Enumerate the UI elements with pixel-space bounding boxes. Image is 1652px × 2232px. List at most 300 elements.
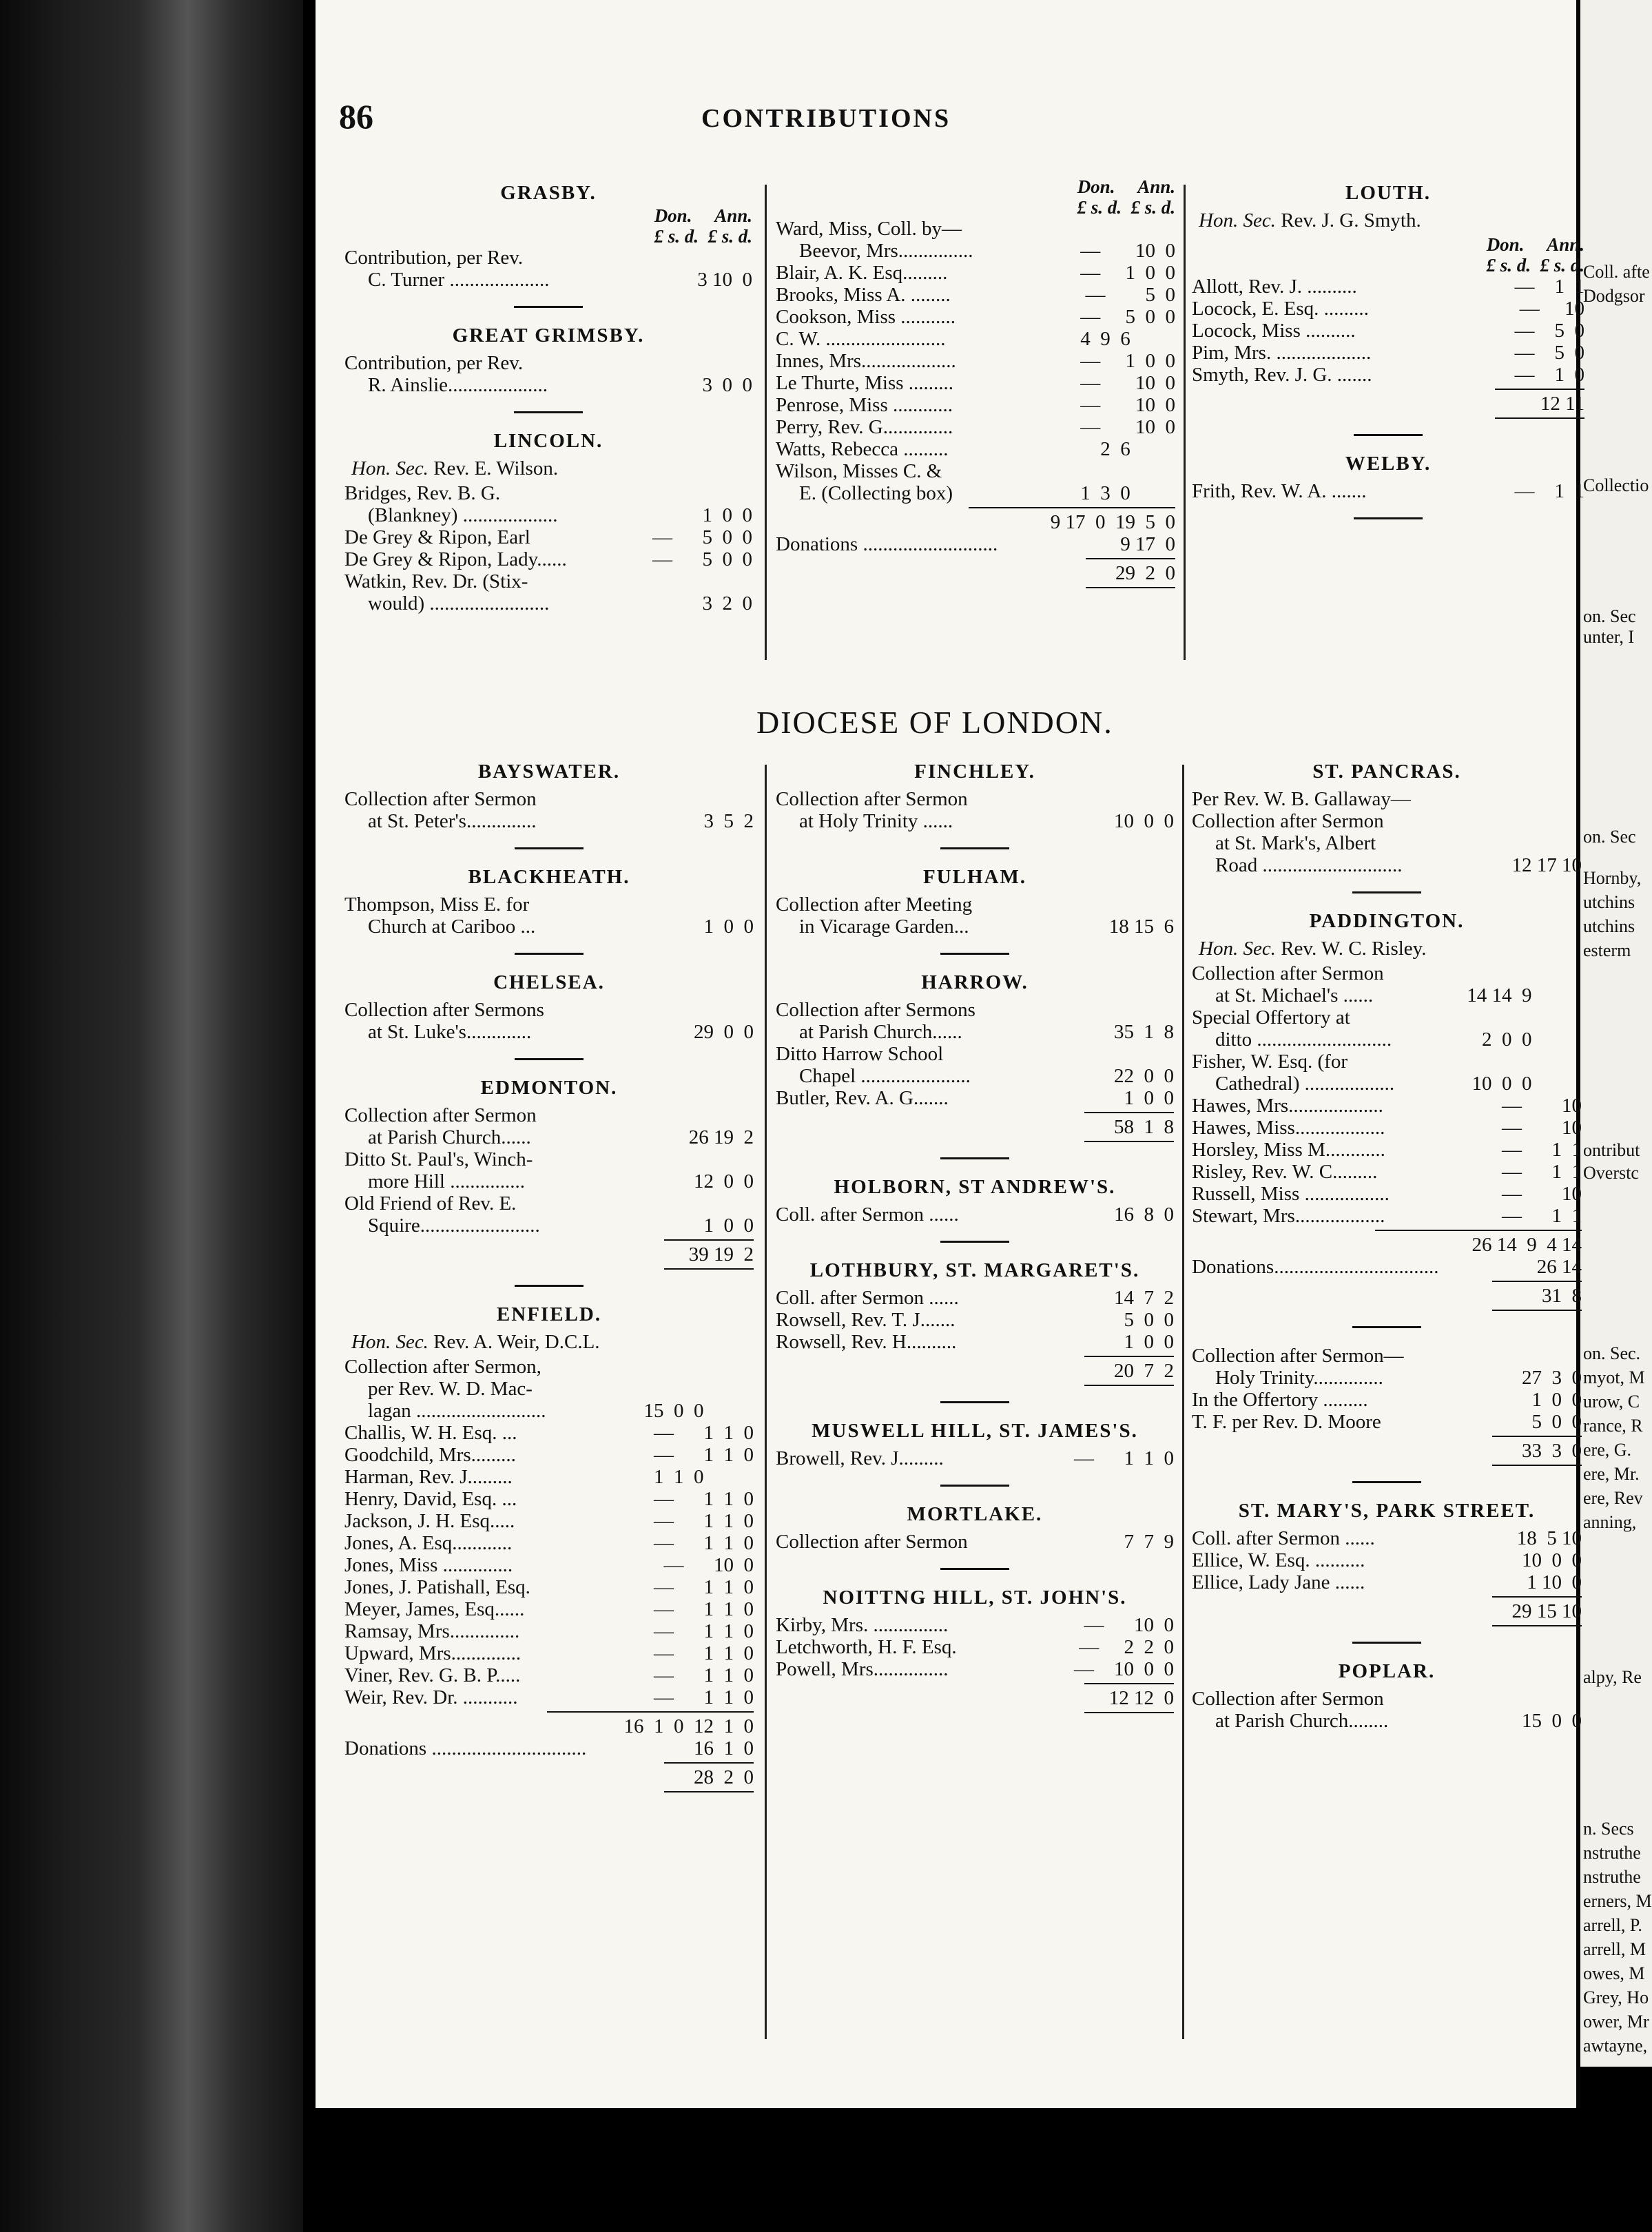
entry-label: Risley, Rev. W. C......... [1192,1161,1378,1183]
entry-label: Collection after Sermon [1192,1688,1384,1710]
section-title: GRASBY. [500,182,597,204]
entry-row [1192,276,1584,298]
entry-label: Upward, Mrs.............. [344,1642,522,1664]
entry-amount: — 1 1 0 [654,1488,754,1510]
document-page [316,0,1584,2108]
entry-row [776,284,1175,306]
entry-label: De Grey & Ripon, Earl [344,526,530,548]
hon-sec: Hon. Sec. Rev. E. Wilson. [351,457,559,479]
entries-st-marys [1192,1527,1582,1626]
entry-amount: — 10 0 [663,1554,754,1576]
fragment-text: arrell, M [1583,1939,1646,1959]
entry-amount: — 1 1 0 [654,1598,754,1620]
total-rule [1084,1141,1174,1142]
entry-amount: 1 10 0 [1527,1571,1582,1593]
entry-row [776,1658,1174,1680]
fragment-text: unter, I [1583,627,1635,647]
entry-amount: 2 6 [1100,438,1175,460]
entries-finchley [776,788,1174,832]
section-separator [515,953,584,955]
column-units: £ s. d. £ s. d. [654,226,752,247]
entry-amount: 14 14 9 [1467,984,1582,1006]
entries-lincoln [344,482,752,614]
entry-label: Collection after Sermon [344,1104,537,1126]
entry-label: Ellice, Lady Jane ...... [1192,1571,1365,1593]
section-separator [940,953,1009,955]
entry-amount: — 1 1 [1502,1139,1582,1161]
entry-label: Special Offertory at [1192,1006,1350,1029]
section-separator [1354,517,1423,519]
entry-row [776,262,1175,284]
entry-label: Le Thurte, Miss ......... [776,372,954,394]
entry-row [776,306,1175,328]
entry-row [344,1356,754,1378]
entry-row [344,893,754,916]
entry-row [344,1510,754,1532]
entry-label: Beevor, Mrs............... [799,240,973,262]
entry-label: Thompson, Miss E. for [344,893,530,916]
entries-blackheath [344,893,754,938]
column-headings: Don. Ann. [1486,234,1584,255]
entry-label: at St. Michael's ...... [1215,984,1374,1006]
entry-label: would) ........................ [368,592,550,614]
entry-amount: 10 0 0 [1472,1073,1582,1095]
entry-row [776,1331,1174,1353]
hon-sec: Hon. Sec. Rev. J. G. Smyth. [1199,209,1421,231]
fragment-text: Coll. afte [1583,262,1650,282]
entry-label: Collection after Sermon [776,1531,968,1553]
entry-label: Collection after Meeting [776,893,973,916]
entry-row [776,916,1174,938]
entry-row [344,592,752,614]
section-separator [515,847,584,849]
fragment-text: ere, Mr. [1583,1464,1640,1484]
entry-row [776,788,1174,810]
entry-label: Coll. after Sermon ...... [1192,1527,1375,1549]
column-london-2 [776,751,1174,1716]
column-top-middle [776,176,1175,591]
entry-row [344,1192,754,1215]
entry-label: at St. Mark's, Albert [1215,832,1376,854]
entry-label: at Parish Church...... [799,1021,962,1043]
column-rule [765,765,767,2039]
hon-sec: Hon. Sec. Rev. A. Weir, D.C.L. [351,1331,600,1353]
entries-holy-trinity [1192,1345,1582,1466]
entry-label: Contribution, per Rev. [344,247,524,269]
entry-amount: — 1 1 [1514,480,1584,502]
entry-amount: — 10 0 [1080,394,1175,416]
entry-label: C. W. ........................ [776,328,946,350]
entries-mortlake [776,1531,1174,1553]
entry-label: Rowsell, Rev. T. J....... [776,1309,956,1331]
entries-paddington [1192,962,1582,1311]
entry-row [1192,480,1584,502]
entry-amount: — 5 0 [1085,284,1175,306]
entry-amount: 26 14 [1536,1256,1582,1278]
entries-holborn [776,1203,1174,1226]
scan-margin [303,2108,1584,2232]
entry-label: Ditto Harrow School [776,1043,944,1065]
total-rule [664,1791,754,1792]
entry-row [1192,788,1582,810]
entry-amount: — 5 0 0 [652,548,752,570]
fragment-text: Grey, Ho [1583,1987,1649,2007]
entry-row [344,1532,754,1554]
entry-label: at Parish Church...... [368,1126,531,1148]
fragment-text: arrell, P. [1583,1915,1642,1935]
entry-row [776,394,1175,416]
section-separator [940,1401,1009,1403]
entry-label: Pim, Mrs. ................... [1192,342,1372,364]
entry-label: Stewart, Mrs.................. [1192,1205,1385,1227]
entry-row [776,1636,1174,1658]
fragment-text: n. Secs [1583,1819,1634,1839]
entry-amount: 18 5 10 [1516,1527,1582,1549]
entries-harrow [776,999,1174,1142]
entry-amount: 16 8 0 [1114,1203,1174,1226]
entry-amount: — 1 1 0 [654,1444,754,1466]
entry-label: Allott, Rev. J. .......... [1192,276,1357,298]
entry-row [1192,984,1582,1006]
column-london-3 [1192,751,1582,1732]
entry-label: (Blankney) ................... [368,504,558,526]
total-rule [1086,558,1175,559]
section-total: 20 7 2 [1114,1360,1174,1382]
total-rule [1492,1625,1582,1626]
fragment-text: awtayne, [1583,2036,1648,2056]
column-top-left [344,172,752,614]
section-separator [1352,891,1421,893]
entry-label: Hawes, Miss.................. [1192,1117,1385,1139]
fragment-text: esterm [1583,940,1631,960]
entry-label: Penrose, Miss ............ [776,394,953,416]
entry-row [776,218,1175,240]
section-separator [515,1058,584,1060]
entry-label: Collection after Sermon [1192,962,1384,984]
entry-amount: — 1 1 0 [654,1576,754,1598]
entry-amount: 7 7 9 [1124,1531,1174,1553]
entry-amount: — 5 0 0 [1080,306,1175,328]
entry-row [776,1065,1174,1087]
fragment-text: Hornby, [1583,868,1642,888]
section-title: HARROW. [921,971,1029,993]
fragment-text: Dodgsor [1583,286,1645,306]
entry-row [776,372,1175,394]
section-title: LINCOLN. [493,430,603,452]
total-rule [1084,1356,1174,1357]
entry-row [776,1287,1174,1309]
entry-row [344,810,754,832]
entry-amount: 3 2 0 [702,592,752,614]
fragment-text: Collectio [1583,475,1649,495]
entry-label: lagan .......................... [368,1400,546,1422]
entries-welby [1192,480,1584,502]
entry-row [1192,342,1584,364]
entry-row [344,526,752,548]
total-rule [1495,389,1584,390]
subtotal: 16 1 0 12 1 0 [623,1715,754,1737]
fragment-text: rance, R [1583,1416,1643,1436]
entry-amount: — 1 1 0 [654,1642,754,1664]
entry-amount: 5 0 0 [1531,1411,1582,1433]
entry-row [344,482,752,504]
entry-row [1192,1095,1582,1117]
entry-row [344,788,754,810]
entry-amount: — 1 1 0 [654,1422,754,1444]
section-title: FINCHLEY. [914,761,1035,783]
entries-louth [1192,276,1584,419]
section-total: 39 19 2 [688,1243,754,1265]
entry-label: Jones, Miss .............. [344,1554,513,1576]
entry-label: Donations ............................... [344,1737,587,1759]
total-rule [1084,1385,1174,1386]
subtotal: 26 14 9 4 14 [1472,1234,1582,1256]
fragment-text: erners, M [1583,1891,1652,1911]
entry-amount: — 10 0 [1080,240,1175,262]
section-separator [1352,1326,1421,1328]
entry-amount: 15 0 0 [643,1400,754,1422]
entry-amount: — 10 [1502,1117,1582,1139]
entry-row [344,269,752,291]
entry-amount: 1 1 0 [654,1466,754,1488]
entry-row [344,999,754,1021]
section-title: LOUTH. [1345,182,1431,204]
entries-enfield [344,1356,754,1792]
column-top-right [1192,172,1584,536]
section-separator [940,847,1009,849]
entry-label: Russell, Miss ................. [1192,1183,1390,1205]
entry-amount: 10 0 0 [1522,1549,1582,1571]
entry-row [776,482,1175,504]
gutter [303,0,316,2232]
entry-row [1192,1139,1582,1161]
entry-amount: — 1 1 0 [654,1532,754,1554]
section-title: MUSWELL HILL, ST. JAMES'S. [812,1420,1138,1442]
entry-amount: — 1 1 0 [1074,1447,1174,1469]
entry-amount: 10 0 0 [1114,810,1174,832]
entry-row [1192,1571,1582,1593]
entry-amount: — 10 0 [1084,1614,1174,1636]
entries-chelsea [344,999,754,1043]
entries-muswell [776,1447,1174,1469]
entry-label: Locock, E. Esq. ......... [1192,298,1369,320]
entry-row [776,893,1174,916]
total-rule [664,1239,754,1241]
entry-label: Locock, Miss .......... [1192,320,1356,342]
section-total: 12 11 [1540,393,1584,415]
section-total: 33 3 0 [1522,1440,1582,1462]
total-rule [1495,417,1584,419]
entry-label: Innes, Mrs................... [776,350,956,372]
entry-amount: 14 7 2 [1114,1287,1174,1309]
entry-amount: 3 0 0 [702,374,752,396]
entries-grasby [344,247,752,291]
entry-label: E. (Collecting box) [799,482,953,504]
section-total: 12 12 0 [1108,1687,1174,1709]
entry-row [776,999,1174,1021]
entry-amount: — 10 [1502,1095,1582,1117]
entry-row [344,916,754,938]
entries-edmonton [344,1104,754,1270]
entry-amount: 4 9 6 [1080,328,1175,350]
entry-label: R. Ainslie.................... [368,374,548,396]
entry-row [344,570,752,592]
entry-amount: 16 1 0 [694,1737,754,1759]
entry-label: Wilson, Misses C. & [776,460,942,482]
fragment-text: utchins [1583,892,1635,912]
entry-amount: — 5 0 [1514,342,1584,364]
entries-st-pancras [1192,788,1582,876]
entry-label: at Parish Church........ [1215,1710,1389,1732]
entry-amount: 26 19 2 [688,1126,754,1148]
entry-amount: — 10 [1519,298,1584,320]
fragment-text: alpy, Re [1583,1667,1642,1687]
entry-label: Squire........................ [368,1215,540,1237]
entry-row [1192,1710,1582,1732]
entry-row [344,1664,754,1686]
fragment-text: ere, Rev [1583,1488,1643,1508]
entry-amount: 29 0 0 [694,1021,754,1043]
fragment-text: nstruthe [1583,1843,1641,1863]
entry-row [344,247,752,269]
entry-amount: — 1 1 [1502,1161,1582,1183]
entry-row [344,352,752,374]
column-rule [1184,185,1186,660]
total-rule [1492,1465,1582,1466]
entry-label: T. F. per Rev. D. Moore [1192,1411,1381,1433]
entry-row [1192,1029,1582,1051]
entry-amount: 1 0 0 [1124,1331,1174,1353]
entry-row [776,416,1175,438]
entry-amount: 1 0 0 [703,916,754,938]
entry-amount: — 10 0 [1080,416,1175,438]
entries-poplar [1192,1688,1582,1732]
entry-row [344,1170,754,1192]
entry-label: Collection after Sermon— [1192,1345,1404,1367]
entry-amount: 3 5 2 [703,810,754,832]
section-title: HOLBORN, ST ANDREW'S. [834,1176,1116,1198]
entry-row [776,1087,1174,1109]
fragment-text: nstruthe [1583,1867,1641,1887]
entry-row [344,374,752,396]
entry-amount: 1 0 0 [703,1215,754,1237]
section-separator [940,1568,1009,1570]
entry-row [344,1215,754,1237]
section-title: LOTHBURY, ST. MARGARET'S. [809,1259,1140,1281]
entry-amount: 1 0 0 [1531,1389,1582,1411]
entry-label: Hawes, Mrs................... [1192,1095,1383,1117]
section-separator [514,411,583,413]
entry-label: Chapel ...................... [799,1065,971,1087]
entry-label: Kirby, Mrs. ............... [776,1614,949,1636]
entries-notting-hill [776,1614,1174,1713]
entry-amount: 9 17 0 [1120,533,1175,555]
entry-row [344,1554,754,1576]
entry-amount: 15 0 0 [1522,1710,1582,1732]
entry-row [344,1466,754,1488]
fragment-text: anning, [1583,1512,1637,1532]
section-title: GREAT GRIMSBY. [452,324,645,347]
column-units: £ s. d. £ s. d. [1077,197,1175,218]
entry-label: more Hill ............... [368,1170,525,1192]
entry-row [344,1686,754,1708]
entries-ward [776,218,1175,588]
entry-label: at Holy Trinity ...... [799,810,953,832]
entry-label: at St. Luke's............. [368,1021,532,1043]
entry-row [1192,1073,1582,1095]
entry-row [344,1126,754,1148]
total-rule [1086,587,1175,588]
entry-row [776,328,1175,350]
entry-label: Holy Trinity.............. [1215,1367,1383,1389]
section-separator [514,306,583,308]
entry-amount: — 1 1 [1502,1205,1582,1227]
section-title: PADDINGTON. [1309,910,1465,932]
entries-great-grimsby [344,352,752,396]
entry-label: Collection after Sermons [776,999,975,1021]
entry-amount: — 1 1 [1514,276,1584,298]
entries-lothbury [776,1287,1174,1386]
entry-label: Collection after Sermon [776,788,968,810]
entry-label: Jackson, J. H. Esq..... [344,1510,515,1532]
total-rule [1492,1281,1582,1282]
entry-label: Perry, Rev. G.............. [776,416,953,438]
entry-row [344,504,752,526]
entry-row [1192,962,1582,984]
entry-row [776,1043,1174,1065]
entry-label: Collection after Sermons [344,999,544,1021]
total-rule [547,1711,754,1713]
entry-row [1192,1367,1582,1389]
entry-label: In the Offertory ......... [1192,1389,1368,1411]
entry-label: Challis, W. H. Esq. ... [344,1422,517,1444]
entry-label: Coll. after Sermon ...... [776,1203,959,1226]
total-rule [1375,1230,1582,1231]
entry-amount: — 1 0 [1514,364,1584,386]
column-rule [1182,765,1184,2039]
entry-label: Cookson, Miss ........... [776,306,956,328]
entry-label: Per Rev. W. B. Gallaway— [1192,788,1411,810]
entry-row [1192,1205,1582,1227]
entry-row [344,1104,754,1126]
entry-amount: 1 3 0 [1080,482,1175,504]
entry-row [344,1642,754,1664]
fragment-text: on. Sec [1583,606,1636,626]
entry-row [344,1620,754,1642]
entry-row [344,1148,754,1170]
entry-amount: — 1 0 0 [1080,350,1175,372]
entry-row [344,1576,754,1598]
entries-fulham [776,893,1174,938]
entry-label: Old Friend of Rev. E. [344,1192,517,1215]
entry-label: Rowsell, Rev. H.......... [776,1331,957,1353]
section-title: ST. MARY'S, PARK STREET. [1238,1500,1536,1522]
entry-row [1192,1006,1582,1029]
entry-row [776,350,1175,372]
entry-label: Donations ........................... [776,533,998,555]
entry-row [776,1531,1174,1553]
entry-label: Coll. after Sermon ...... [776,1287,959,1309]
entry-row [1192,1527,1582,1549]
entry-label: Weir, Rev. Dr. ........... [344,1686,518,1708]
column-rule [765,185,767,660]
entry-amount: 12 17 10 [1511,854,1582,876]
fragment-text: ower, Mr [1583,2012,1649,2032]
page-number: 86 [339,97,373,136]
section-title: ST. PANCRAS. [1312,761,1461,783]
entry-row [776,438,1175,460]
entry-label: Ward, Miss, Coll. by— [776,218,962,240]
